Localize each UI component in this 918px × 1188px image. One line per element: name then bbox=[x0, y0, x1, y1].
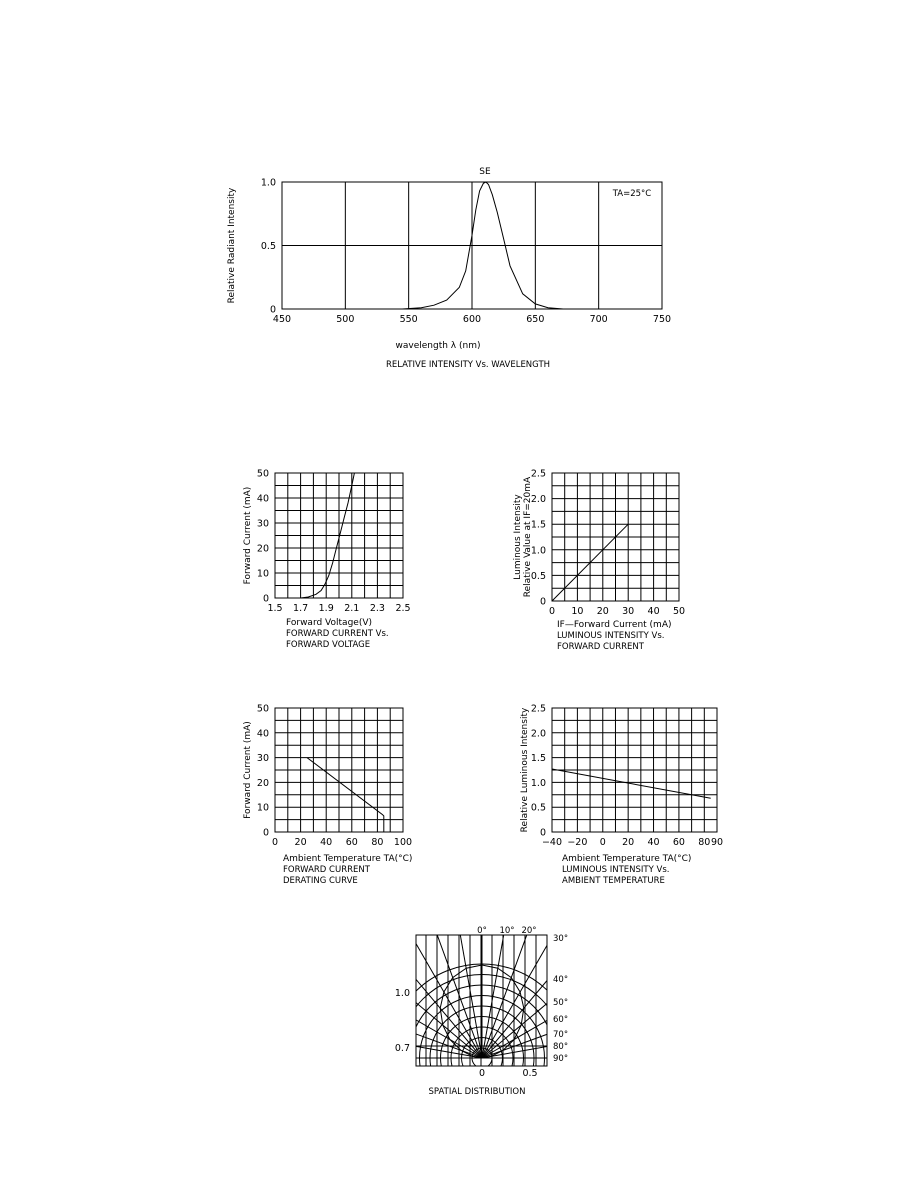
y-axis-label: Forward Current (mA) bbox=[243, 486, 253, 585]
chart-caption: FORWARD VOLTAGE bbox=[286, 640, 371, 650]
x-tick-label: 1.5 bbox=[267, 603, 283, 614]
x-axis-label: Forward Voltage(V) bbox=[286, 618, 372, 628]
x-tick-label: 20 bbox=[294, 837, 307, 848]
x-tick-label: 0 bbox=[548, 606, 556, 617]
polar-grid bbox=[282, 858, 682, 1152]
x-tick-label: 2.1 bbox=[344, 603, 360, 614]
bottom-axis-label: 0.5 bbox=[522, 1068, 538, 1079]
y-axis-label: Relative Value at IF=20mA bbox=[523, 476, 533, 598]
angle-label: 30° bbox=[553, 934, 569, 944]
bottom-axis-label: 0 bbox=[478, 1068, 486, 1079]
y-tick-label: 1.0 bbox=[260, 177, 276, 189]
x-tick-label: 80 bbox=[698, 837, 711, 848]
y-tick-label: 1.5 bbox=[530, 519, 546, 531]
chart-caption: RELATIVE INTENSITY Vs. WAVELENGTH bbox=[385, 360, 551, 370]
x-tick-label: 10 bbox=[571, 606, 584, 617]
x-tick-label: 500 bbox=[336, 314, 355, 325]
chart-caption: FORWARD CURRENT bbox=[557, 642, 644, 652]
x-tick-label: 60 bbox=[345, 837, 358, 848]
y-tick-label: 0 bbox=[262, 593, 269, 605]
x-tick-label: 650 bbox=[526, 314, 545, 325]
y-tick-label: 0.5 bbox=[530, 570, 546, 582]
y-tick-label: 0 bbox=[269, 304, 276, 316]
luminous-intensity-vs-temperature-chart bbox=[520, 704, 723, 887]
y-tick-label: 0.5 bbox=[260, 241, 276, 252]
y-tick-label: 10 bbox=[256, 802, 269, 814]
y-tick-label: 2.0 bbox=[530, 728, 546, 740]
x-axis-label: wavelength λ (nm) bbox=[395, 341, 481, 351]
polar-radial-line bbox=[482, 958, 655, 1058]
x-tick-label: 20 bbox=[622, 837, 635, 848]
angle-label: 20° bbox=[521, 926, 537, 936]
x-tick-label: 0 bbox=[271, 837, 279, 848]
y-tick-label: 20 bbox=[256, 543, 269, 555]
x-tick-label: −40 bbox=[541, 837, 563, 848]
y-tick-label: 2.5 bbox=[530, 468, 546, 480]
chart-caption: FORWARD CURRENT Vs. bbox=[286, 629, 389, 639]
angle-label: 50° bbox=[553, 998, 569, 1008]
angle-label: 80° bbox=[553, 1042, 569, 1052]
x-tick-label: 700 bbox=[589, 314, 608, 325]
x-tick-label: 550 bbox=[399, 314, 418, 325]
forward-current-vs-voltage-chart bbox=[243, 469, 411, 651]
x-tick-label: 1.9 bbox=[318, 603, 334, 614]
x-tick-label: 90 bbox=[710, 837, 724, 848]
x-tick-label: 40 bbox=[647, 606, 660, 617]
x-tick-label: −20 bbox=[567, 837, 588, 848]
y-tick-label: 20 bbox=[256, 777, 269, 789]
x-tick-label: 2.5 bbox=[395, 603, 411, 614]
x-tick-label: 1.7 bbox=[293, 603, 309, 614]
x-tick-label: 2.3 bbox=[369, 603, 385, 614]
y-tick-label: 40 bbox=[256, 728, 269, 740]
chart-caption: LUMINOUS INTENSITY Vs. bbox=[557, 631, 665, 641]
x-tick-label: 40 bbox=[320, 837, 333, 848]
y-tick-label: 0 bbox=[262, 827, 269, 839]
x-axis-label: Ambient Temperature TA(°C) bbox=[283, 854, 413, 864]
derating-curve-chart bbox=[243, 704, 412, 887]
x-tick-label: 750 bbox=[652, 314, 672, 325]
x-axis-label: Ambient Temperature TA(°C) bbox=[562, 854, 692, 864]
x-axis-label: IF—Forward Current (mA) bbox=[557, 620, 672, 630]
chart-caption: AMBIENT TEMPERATURE bbox=[562, 876, 665, 886]
angle-label: 40° bbox=[553, 975, 569, 985]
y-tick-label: 10 bbox=[256, 568, 269, 580]
y-axis-label: Relative Radiant Intensity bbox=[227, 187, 237, 304]
spatial-distribution-chart bbox=[282, 858, 682, 1152]
chart-annotation: TA=25°C bbox=[612, 189, 652, 199]
luminous-intensity-vs-current-chart bbox=[513, 469, 685, 653]
y-axis-label: Forward Current (mA) bbox=[243, 721, 253, 819]
chart-caption: DERATING CURVE bbox=[283, 876, 358, 886]
y-tick-label: 0 bbox=[539, 596, 546, 608]
angle-label: 10° bbox=[499, 926, 515, 936]
angle-label: 0° bbox=[477, 926, 487, 936]
y-tick-label: 50 bbox=[256, 703, 269, 715]
y-axis-label: Relative Luminous Intensity bbox=[520, 707, 530, 833]
chart-caption: FORWARD CURRENT bbox=[283, 865, 370, 875]
y-tick-label: 40 bbox=[256, 493, 269, 505]
x-tick-label: 20 bbox=[596, 606, 609, 617]
y-tick-label: 50 bbox=[256, 468, 269, 480]
x-tick-label: 80 bbox=[371, 837, 384, 848]
y-tick-label: 30 bbox=[256, 518, 269, 530]
x-tick-label: 50 bbox=[672, 606, 686, 617]
x-tick-label: 30 bbox=[622, 606, 635, 617]
x-tick-label: 40 bbox=[647, 837, 660, 848]
y-tick-label: 1.5 bbox=[530, 753, 546, 765]
x-tick-label: 450 bbox=[272, 314, 292, 325]
y-tick-label: 2.5 bbox=[530, 703, 546, 715]
angle-label: 60° bbox=[553, 1015, 569, 1025]
x-tick-label: 100 bbox=[393, 837, 413, 848]
x-tick-label: 60 bbox=[672, 837, 685, 848]
angle-label: 90° bbox=[553, 1054, 569, 1064]
x-tick-label: 600 bbox=[462, 314, 482, 325]
relative-intensity-chart bbox=[227, 167, 671, 370]
y-tick-label: 1.0 bbox=[530, 545, 546, 557]
y-tick-label: 30 bbox=[256, 753, 269, 765]
series-line bbox=[552, 769, 711, 798]
y-tick-label: 1.0 bbox=[530, 777, 546, 789]
radial-label: 0.7 bbox=[394, 1043, 410, 1054]
chart-caption: SPATIAL DISTRIBUTION bbox=[428, 1087, 526, 1097]
chart-title: SE bbox=[479, 167, 491, 177]
x-tick-label: 0 bbox=[599, 837, 606, 848]
y-tick-label: 2.0 bbox=[530, 494, 546, 506]
radial-label: 1.0 bbox=[394, 988, 410, 999]
y-axis-label: Luminous Intensity bbox=[513, 494, 523, 580]
angle-label: 70° bbox=[553, 1030, 569, 1040]
chart-caption: LUMINOUS INTENSITY Vs. bbox=[562, 865, 670, 875]
y-tick-label: 0.5 bbox=[530, 802, 546, 814]
y-tick-label: 0 bbox=[539, 827, 546, 839]
